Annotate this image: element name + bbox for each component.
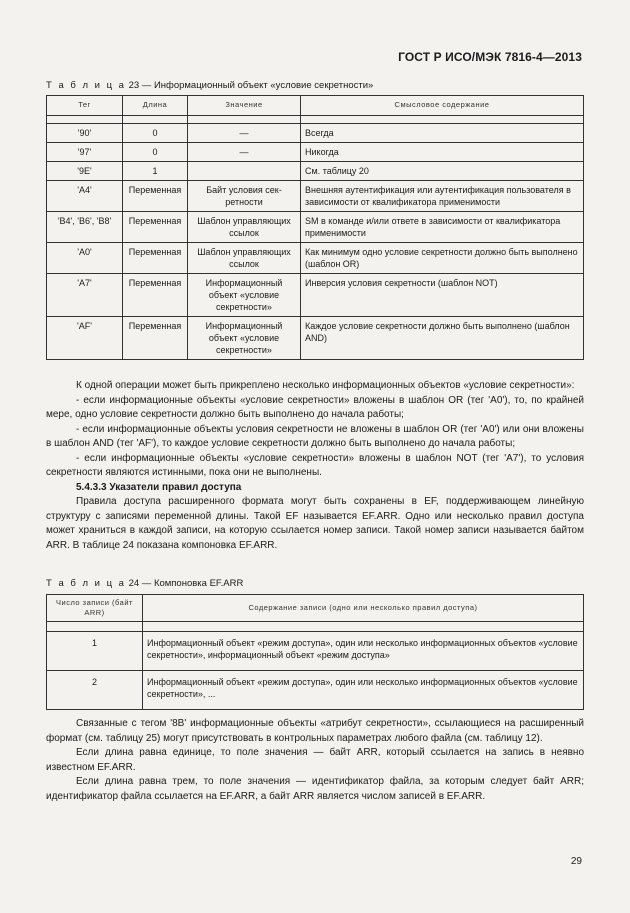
cell-tag: '97' [47,143,123,162]
cell-length: 1 [123,162,188,181]
cell-meaning: Никогда [301,143,584,162]
table-row [47,124,584,143]
table-23-caption [46,80,373,91]
cell-value [188,162,301,181]
cell-tag: 'A0' [47,243,123,274]
paragraph: Если длина равна трем, то поле значения — идентификатор файла, за которым следует байт ARR; идентификатор файла ссылается на EF.ARR, а байт ARR является числом записей в EF.ARR. [46,776,584,802]
cell-record-number: 2 [47,671,143,710]
table-row [47,317,584,360]
table-row [47,274,584,317]
cell-tag: '9E' [47,162,123,181]
section-heading: 5.4.3.3 Указатели правил доступа [76,481,242,493]
table-row [47,143,584,162]
paragraph: - если информационные объекты «условие секретности» вложены в шаблон NOT (тег 'A7'), то условия секретности являются истинными, пока они не выполнены. [46,452,584,478]
body-text-2 [46,717,584,804]
paragraph: Правила доступа расширенного формата могут быть сохранены в EF, поддерживающем линейную структуру с записями переменной длины. Такой EF называется EF.ARR. Одно или несколько правил доступа может храниться в каждой записи, на которую ссылается номер записи. Такой номер записи называется байтом ARR. В таблице 24 показана компоновка EF.ARR. [46,496,584,551]
table-row [47,243,584,274]
cell-value: Шаблон управляющих ссылок [188,243,301,274]
paragraph: - если информационные объекты «условие секретности» вложены в шаблон OR (тег 'A0'), то, по крайней мере, одно условие секретности должно быть выполнено до начала работы; [46,394,584,420]
cell-value: Шаблон управляющих ссылок [188,212,301,243]
table-23-caption-text: 23 — Информационный объект «условие секретности» [128,80,374,91]
table-header-row [47,96,584,116]
cell-meaning: Всегда [301,124,584,143]
table-header-row [47,595,584,622]
paragraph: - если информационные объекты условия секретности не вложены в шаблон OR (тег 'A0') или они вложены в шаблон AND (тег 'AF'), то каждое условие секретности должно быть выполнено до начала работы; [46,423,584,449]
cell-meaning: Как минимум одно условие секретности должно быть выполнено (шаблон OR) [301,243,584,274]
cell-value: Информационный объект «условие секретности» [188,274,301,317]
cell-value: Информационный объект «условие секретности» [188,317,301,360]
table-24-caption-text: 24 — Компоновка EF.ARR [128,578,244,589]
cell-length: Переменная [123,243,188,274]
paragraph: К одной операции может быть прикреплено несколько информационных объектов «условие секретности»: [76,380,575,391]
cell-meaning: Внешняя аутентификация или аутентификация пользователя в зависимости от квалификатора применимости [301,181,584,212]
cell-meaning: Каждое условие секретности должно быть выполнено (шаблон AND) [301,317,584,360]
cell-length: Переменная [123,274,188,317]
column-header-record-content: Содержание записи (одно или несколько правил доступа) [143,595,584,622]
column-header-value: Значение [188,96,301,116]
table-row [47,181,584,212]
column-header-tag: Тег [47,96,123,116]
paragraph: Связанные с тегом '8B' информационные объекты «атрибут секретности», ссылающиеся на расширенный формат (см. таблицу 25) могут присутствовать в контрольных параметрах любого файла (см. таблицу 12). [46,718,584,744]
table-23-caption-prefix: Т а б л и ц а [46,80,126,91]
cell-tag: '90' [47,124,123,143]
column-header-meaning: Смысловое содержание [301,96,584,116]
table-row [47,671,584,710]
column-header-record-number: Число записи (байт ARR) [47,595,143,622]
table-24 [46,594,584,710]
paragraph: Если длина равна единице, то поле значения — байт ARR, который ссылается на запись в неявно известном EF.ARR. [46,747,584,773]
table-row [47,632,584,671]
cell-record-content: Информационный объект «режим доступа», один или несколько информационных объектов «условие секретности», информационный объект «режим доступа» [143,632,584,671]
cell-meaning: См. таблицу 20 [301,162,584,181]
cell-length: Переменная [123,181,188,212]
table-spacer-row [47,116,584,124]
cell-value: Байт условия сек-ретности [188,181,301,212]
table-24-caption-prefix: Т а б л и ц а [46,578,126,589]
column-header-length: Длина [123,96,188,116]
cell-tag: 'B4', 'B6', 'B8' [47,212,123,243]
cell-record-content: Информационный объект «режим доступа», один или несколько информационных объектов «условие секретности», ... [143,671,584,710]
cell-tag: 'A4' [47,181,123,212]
standard-header: ГОСТ Р ИСО/МЭК 7816-4—2013 [398,50,582,64]
cell-tag: 'AF' [47,317,123,360]
page-number: 29 [570,856,582,867]
table-23 [46,95,584,360]
cell-tag: 'A7' [47,274,123,317]
cell-meaning: SM в команде и/или ответе в зависимости от квалификатора применимости [301,212,584,243]
cell-length: 0 [123,143,188,162]
cell-length: 0 [123,124,188,143]
table-24-caption [46,578,243,589]
table-row [47,162,584,181]
cell-value: — [188,143,301,162]
cell-record-number: 1 [47,632,143,671]
cell-value: — [188,124,301,143]
cell-length: Переменная [123,317,188,360]
table-row [47,212,584,243]
body-text-1 [46,379,584,553]
table-spacer-row [47,622,584,632]
cell-meaning: Инверсия условия секретности (шаблон NOT) [301,274,584,317]
cell-length: Переменная [123,212,188,243]
